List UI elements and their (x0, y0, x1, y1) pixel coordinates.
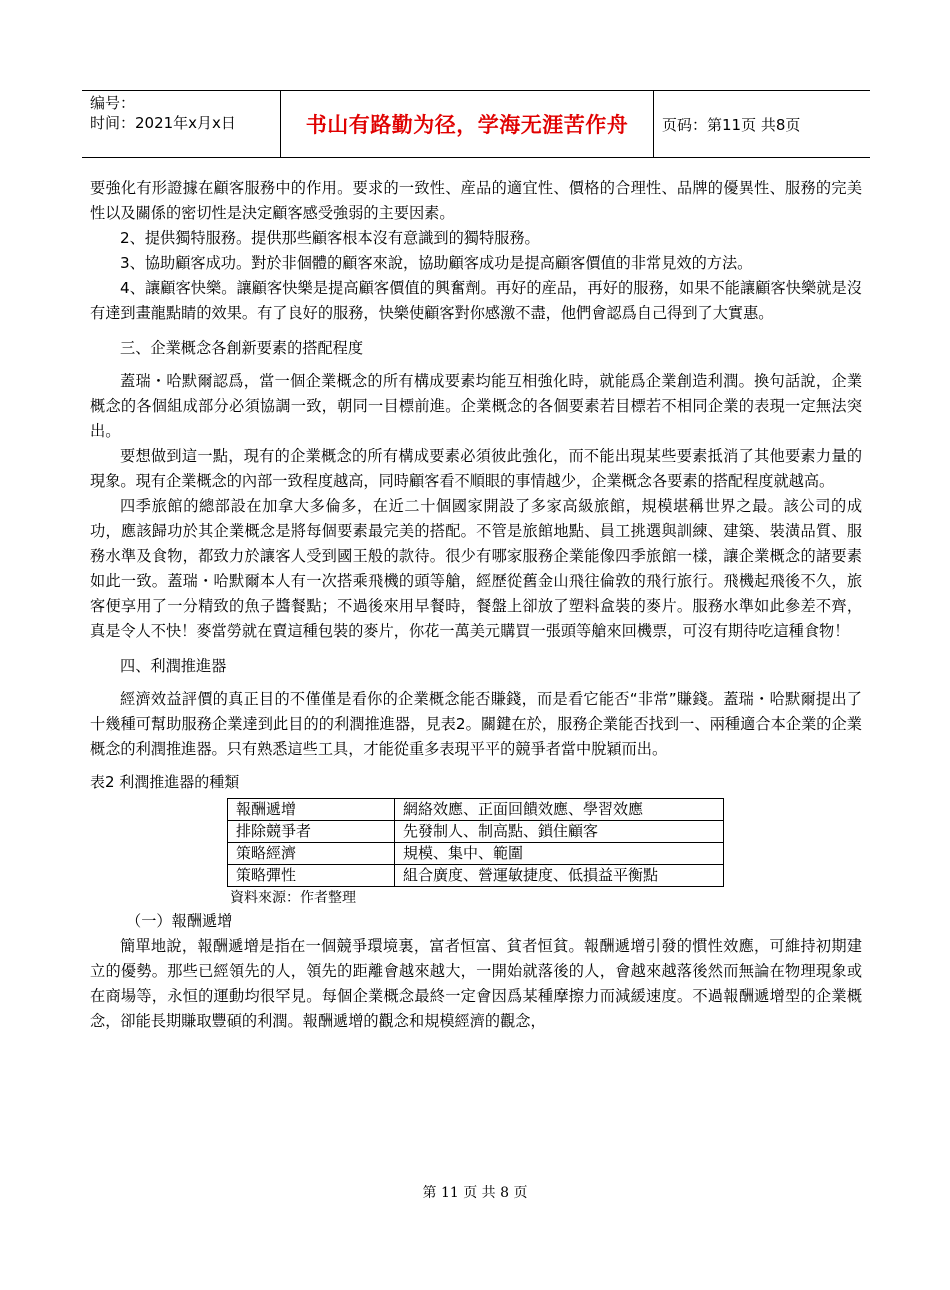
paragraph: 蓋瑞・哈默爾認爲，當一個企業概念的所有構成要素均能互相強化時，就能爲企業創造利潤。換句話說，企業概念的各個組成部分必須協調一致，朝同一目標前進。企業概念的各個要素若目標若不相同企業的表現一定無法突出。 (90, 372, 862, 440)
table-cell-name: 策略經濟 (228, 843, 395, 865)
header-motto: 书山有路勤为径，学海无涯苦作舟 (280, 91, 654, 157)
section-heading: 四、利潤推進器 (120, 657, 227, 675)
table-cell-name: 排除競爭者 (228, 821, 395, 843)
paragraph: 2、提供獨特服務。提供那些顧客根本沒有意識到的獨特服務。 (120, 229, 540, 247)
table-cell-desc: 規模、集中、範圍 (395, 843, 724, 865)
table-source: 資料來源：作者整理 (230, 890, 356, 906)
table-row (228, 843, 724, 865)
paragraph: 四季旅館的總部設在加拿大多倫多，在近二十個國家開設了多家高級旅館，規模堪稱世界之最。該公司的成功，應該歸功於其企業概念是將每個要素最完美的搭配。不管是旅館地點、員工挑選與訓練、建築、裝潢品質、服務水準及食物，都致力於讓客人受到國王般的款待。很少有哪家服務企業能像四季旅館一樣，讓企業概念的諸要素如此一致。蓋瑞・哈默爾本人有一次搭乘飛機的頭等艙，經歷從舊金山飛往倫敦的飛行旅行。飛機起飛後不久，旅客便享用了一分精致的魚子醬餐點；不過後來用早餐時，餐盤上卻放了塑料盒裝的麥片。服務水準如此參差不齊，真是令人不快！麥當勞就在賣這種包裝的麥片，你花一萬美元購買一張頭等艙來回機票，可沒有期待吃這種食物！ (90, 497, 862, 640)
page-footer: 第 11 页 共 8 页 (422, 1185, 528, 1201)
paragraph: 簡單地說，報酬遞增是指在一個競爭環境裏，富者恒富、貧者恒貧。報酬遞增引發的慣性效應，可維持初期建立的優勢。那些已經領先的人，領先的距離會越來越大，一開始就落後的人，會越來越落後然而無論在物理現象或在商場等，永恒的運動均很罕見。每個企業概念最終一定會因爲某種摩擦力而減緩速度。不過報酬遞增型的企業概念，卻能長期賺取豐碩的利潤。報酬遞增的觀念和規模經濟的觀念， (90, 937, 862, 1030)
table-caption: 表2 利潤推進器的種類 (90, 773, 240, 791)
table-cell-desc: 網絡效應、正面回饋效應、學習效應 (395, 799, 724, 821)
table-cell-name: 報酬遞增 (228, 799, 395, 821)
document-number-label: 编号： (90, 94, 136, 112)
table-cell-name: 策略彈性 (228, 865, 395, 887)
paragraph: 3、協助顧客成功。對於非個體的顧客來說，協助顧客成功是提高顧客價值的非常見效的方法。 (120, 254, 753, 272)
paragraph: 要想做到這一點，現有的企業概念的所有構成要素必須彼此強化，而不能出現某些要素抵消了其他要素力量的現象。現有企業概念的內部一致程度越高，同時顧客看不順眼的事情越少，企業概念各要素的搭配程度就越高。 (90, 447, 862, 490)
header-page-label: 页码：第11页 共8页 (662, 115, 801, 134)
section-heading: 三、企業概念各創新要素的搭配程度 (120, 339, 363, 357)
table-cell-desc: 先發制人、制高點、鎖住顧客 (395, 821, 724, 843)
document-body (90, 176, 862, 1034)
table-row (228, 865, 724, 887)
paragraph: 4、讓顧客快樂。讓顧客快樂是提高顧客價值的興奮劑。再好的産品，再好的服務，如果不能讓顧客快樂就是沒有達到畫龍點睛的效果。有了良好的服務，快樂使顧客對你感激不盡，他們會認爲自己得到了大實惠。 (90, 279, 862, 322)
subsection-heading: （一）報酬遞增 (126, 912, 233, 930)
paragraph: 經濟效益評價的真正目的不僅僅是看你的企業概念能否賺錢，而是看它能否“非常”賺錢。蓋瑞・哈默爾提出了十幾種可幫助服務企業達到此目的的利潤推進器，見表2。關鍵在於，服務企業能否找到一、兩種適合本企業的企業概念的利潤推進器。只有熟悉這些工具，才能從重多表現平平的競爭者當中脫穎而出。 (90, 690, 862, 758)
page-header (82, 90, 870, 158)
table-cell-desc: 組合廣度、營運敏捷度、低損益平衡點 (395, 865, 724, 887)
table-row (228, 799, 724, 821)
document-time-label: 时间：2021年x月x日 (90, 114, 236, 132)
header-meta (82, 91, 280, 157)
profit-booster-table (227, 798, 724, 887)
table-row (228, 821, 724, 843)
paragraph: 要強化有形證據在顧客服務中的作用。要求的一致性、産品的適宜性、價格的合理性、品牌的優異性、服務的完美性以及關係的密切性是決定顧客感受強弱的主要因素。 (90, 179, 862, 222)
